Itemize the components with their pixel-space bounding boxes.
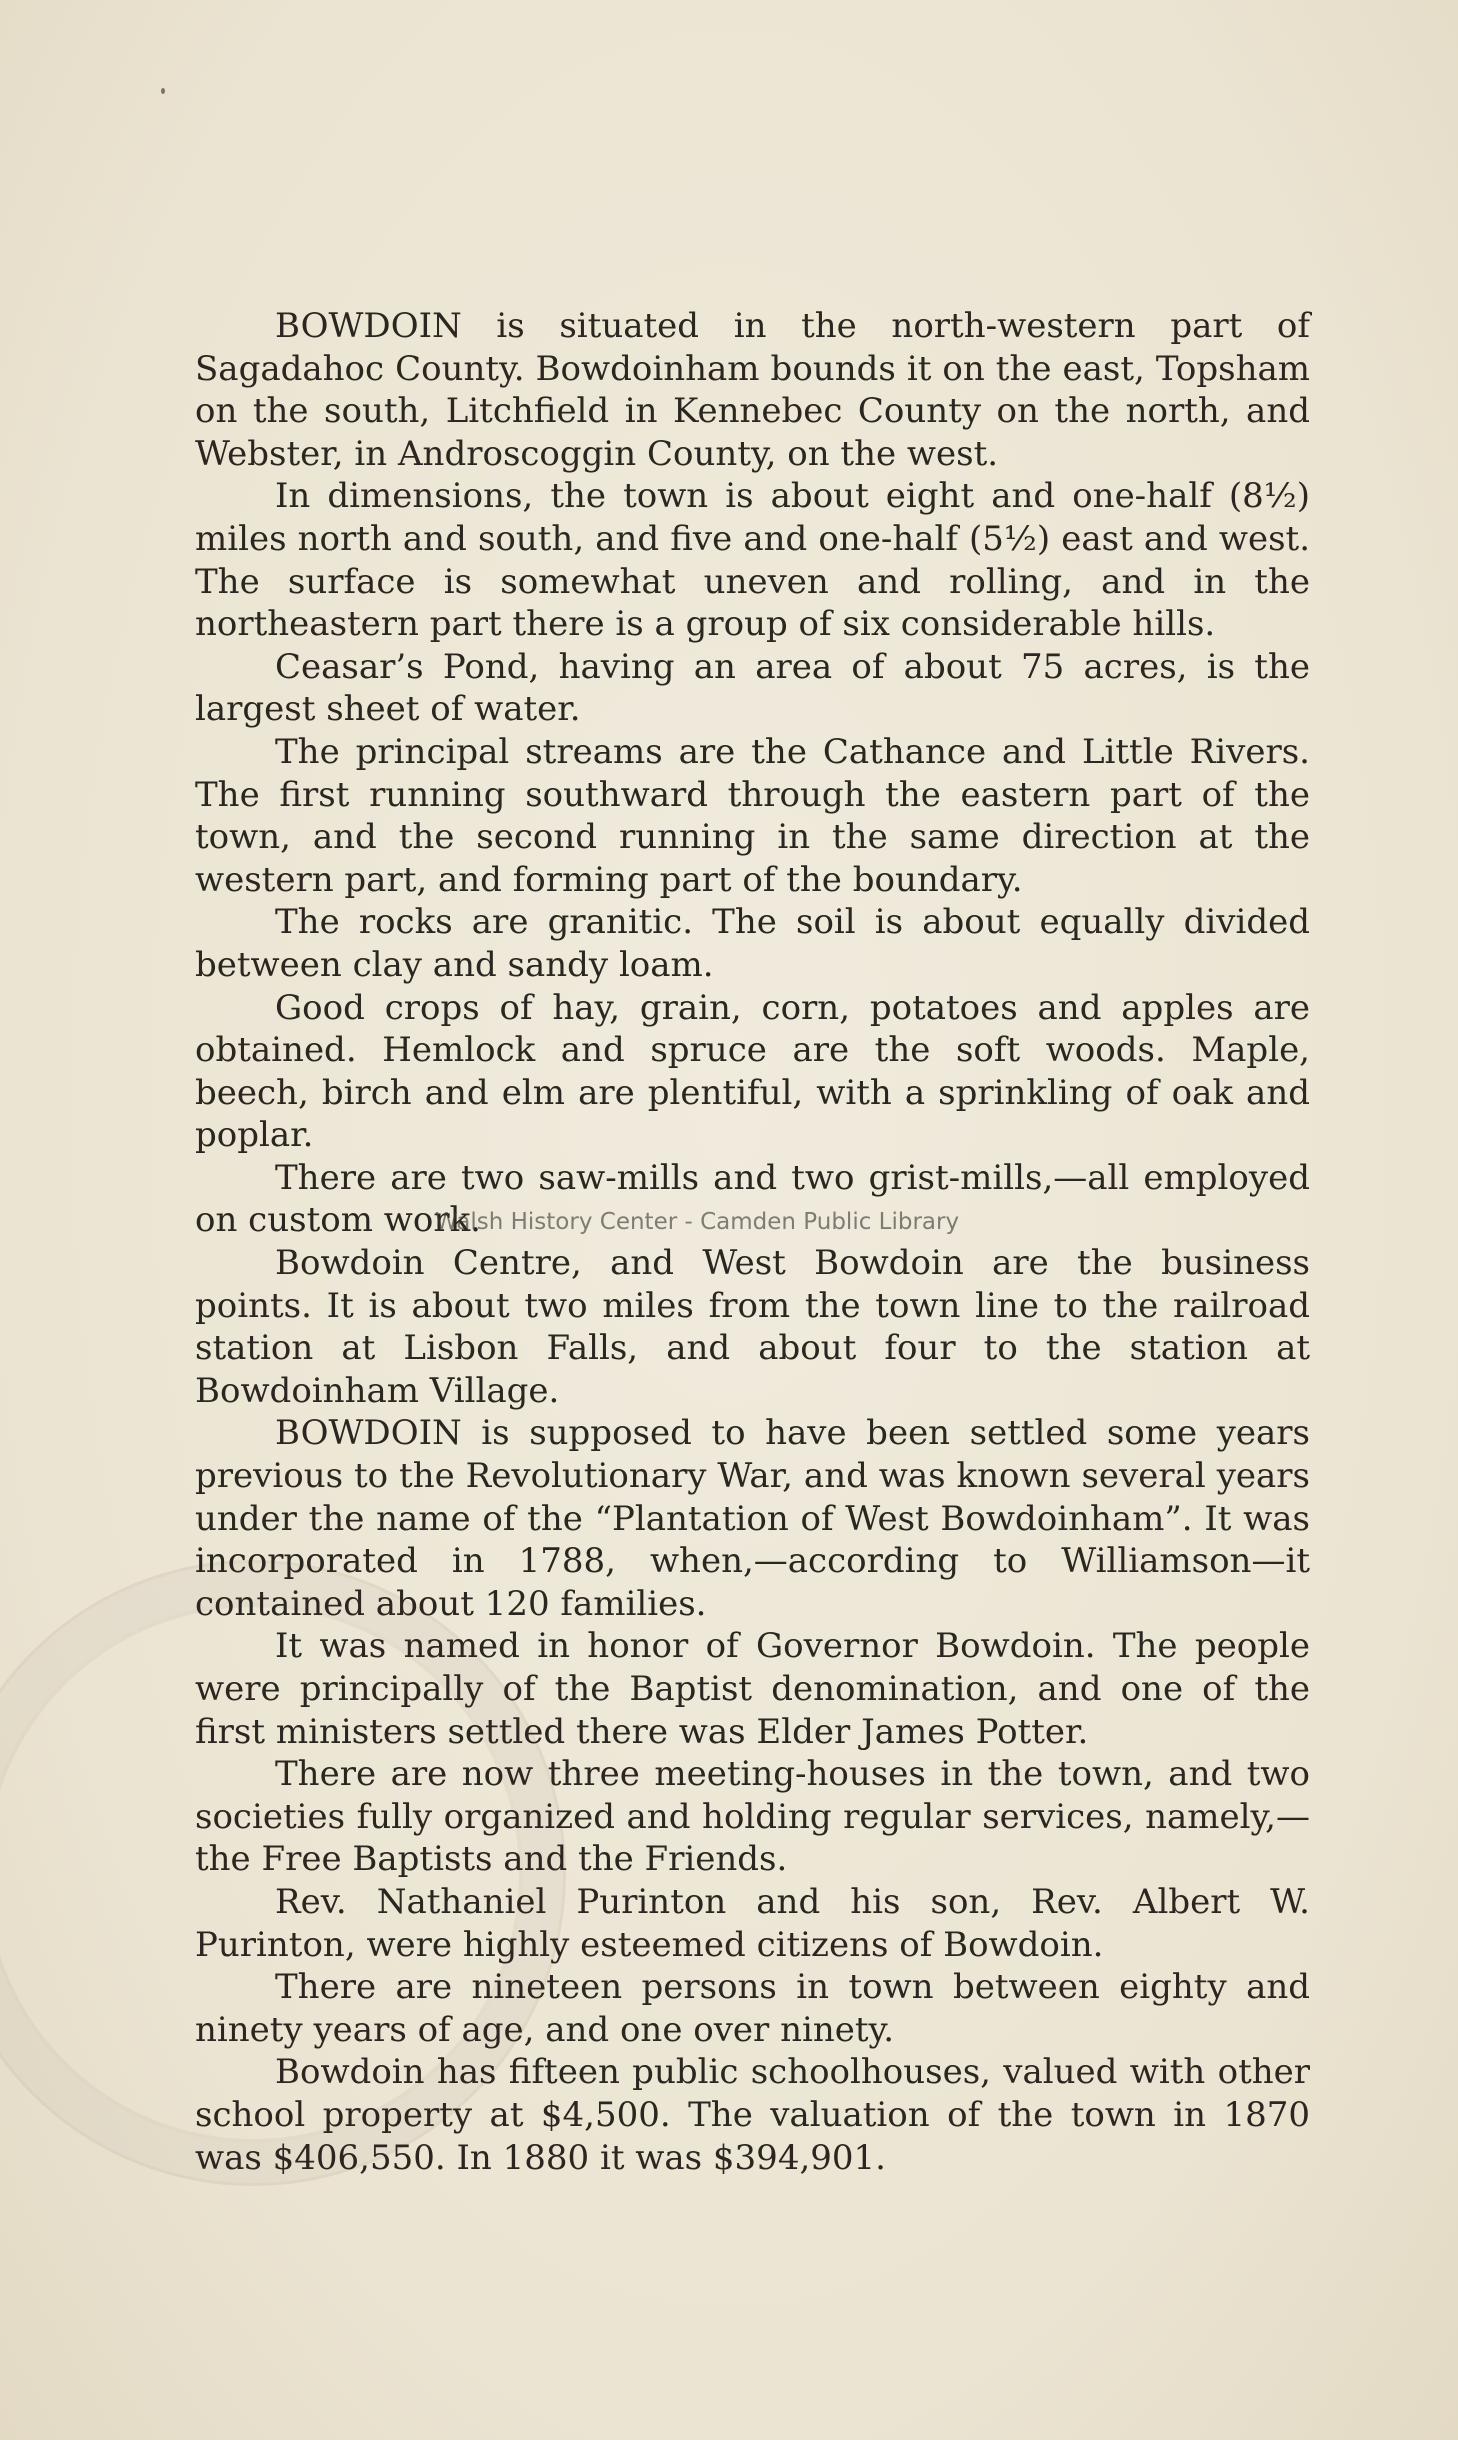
paragraph-pond: Ceasar’s Pond, having an area of about 75 acres, is the largest sheet of water. — [195, 646, 1310, 730]
paragraph-mills: There are two saw-mills and two grist-mills,—all employed on custom work. — [195, 1157, 1310, 1241]
paragraph-business-points: Bowdoin Centre, and West Bowdoin are the business points. It is about two miles from the town line to the railroad station at Lisbon Falls, and about four to the station at Bowdoinham Village. — [195, 1243, 1310, 1411]
paragraph-dimensions: In dimensions, the town is about eight and one-half (8½) miles north and south, and five and one-half (5½) east and west. The surface is somewhat uneven and rolling, and in the northeastern part there is a group of six considerable hills. — [195, 476, 1310, 645]
paragraph-schools: Bowdoin has fifteen public schoolhouses, valued with other school property at $4,500. The valuation of the town in 1870 was $406,550. In 1880 it was $394,901. — [195, 2052, 1310, 2178]
paragraph-elderly: There are nineteen persons in town between eighty and ninety years of age, and one over ninety. — [195, 1967, 1310, 2050]
paragraph-settlement: BOWDOIN is supposed to have been settled some years previous to the Revolutionary War, and was known several years under the name of the “Plantation of West Bowdoinham”. It was incorporated in 1788, when,—according to Williamson—it contained about 120 families. — [195, 1413, 1310, 1624]
paragraph-meeting-houses: There are now three meeting-houses in the town, and two societies fully organized and holding regular services, namely,—the Free Baptists and the Friends. — [195, 1754, 1310, 1880]
paragraph-purinton: Rev. Nathaniel Purinton and his son, Rev. Albert W. Purinton, were highly esteemed citizens of Bowdoin. — [195, 1881, 1310, 1965]
paragraph-streams: The principal streams are the Cathance and Little Rivers. The first running southward through the eastern part of the town, and the second running in the same direction at the western part, and forming part of the boundary. — [195, 731, 1310, 900]
paragraph-naming: It was named in honor of Governor Bowdoin. The people were principally of the Baptist denomination, and one of the first ministers settled there was Elder James Potter. — [195, 1626, 1310, 1752]
body-text — [195, 305, 1310, 2179]
paragraph-crops: Good crops of hay, grain, corn, potatoes and apples are obtained. Hemlock and spruce are the soft woods. Maple, beech, birch and elm are plentiful, with a sprinkling of oak and poplar. — [195, 987, 1310, 1156]
paragraph-rocks: The rocks are granitic. The soil is about equally divided between clay and sandy loam. — [195, 902, 1310, 985]
paper-speck — [161, 88, 165, 94]
paragraph-location: BOWDOIN is situated in the north-western part of Sagadahoc County. Bowdoinham bounds it on the east, Topsham on the south, Litchfield in Kennebec County on the north, and Webster, in Androscoggin County, on the west. — [195, 306, 1310, 474]
library-watermark: Walsh History Center - Camden Public Library — [435, 1209, 960, 1235]
